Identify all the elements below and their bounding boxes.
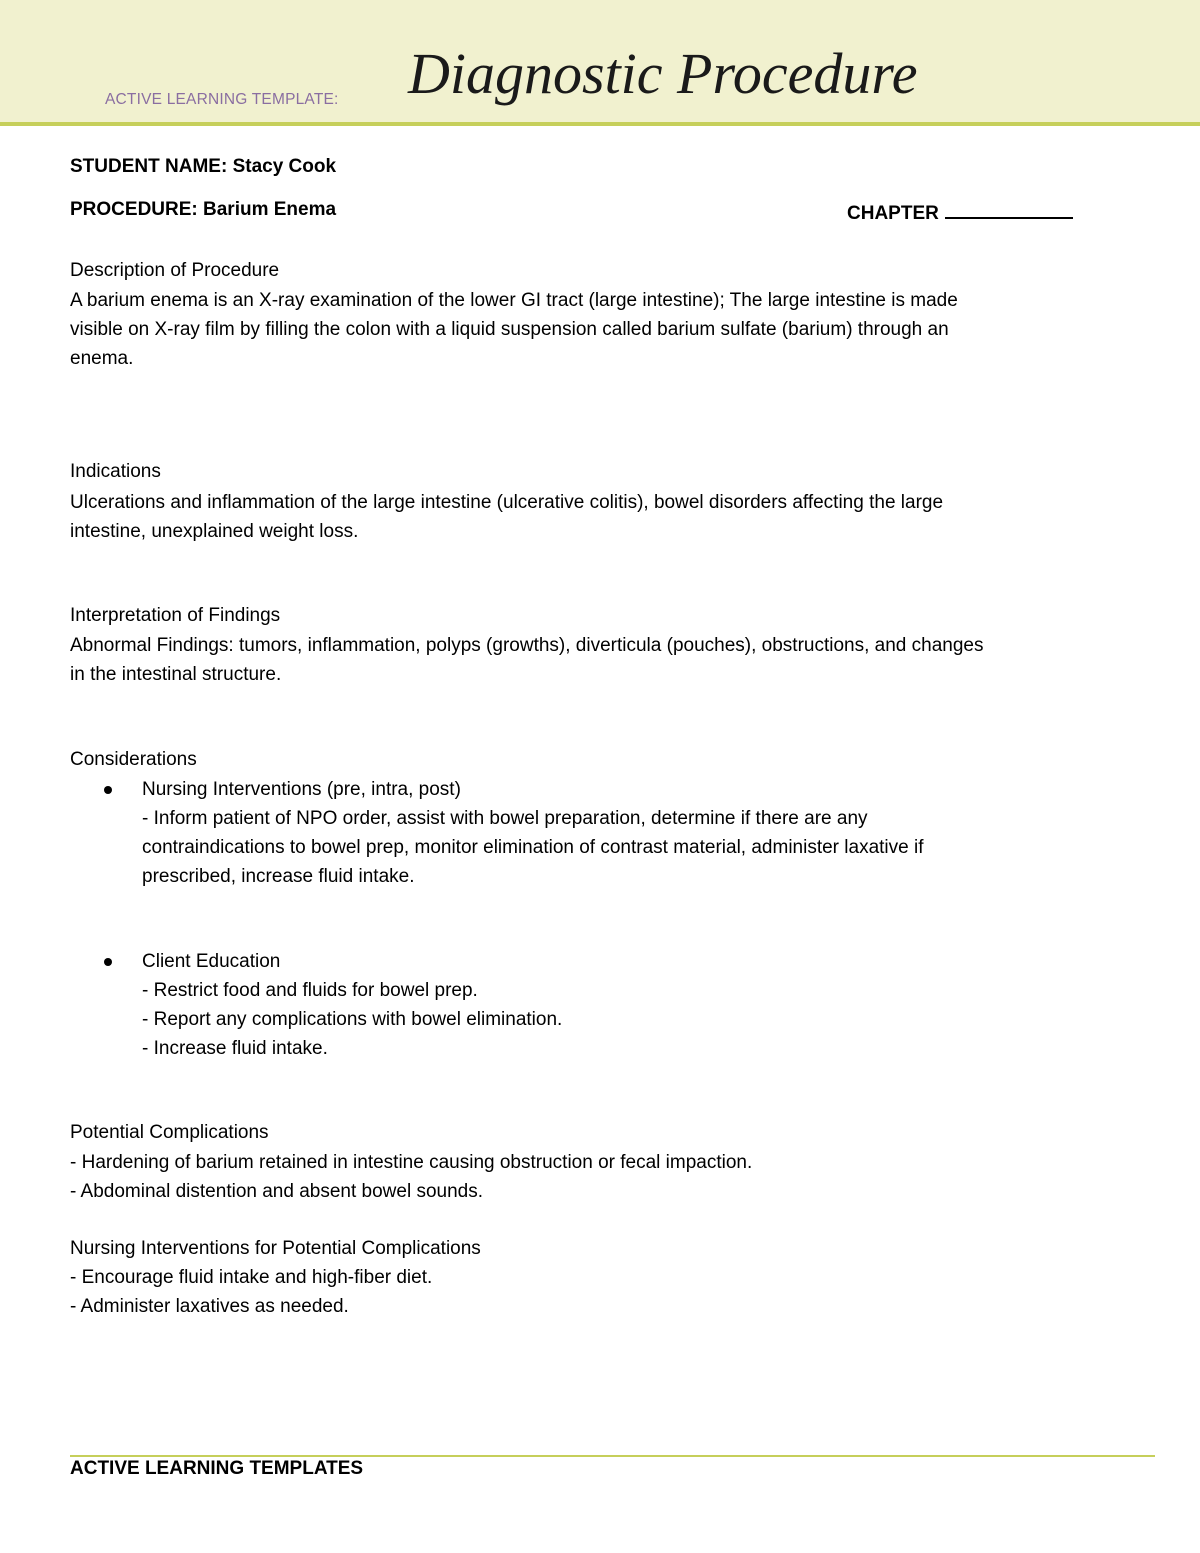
footer-label: ACTIVE LEARNING TEMPLATES <box>70 1458 364 1479</box>
indications-text <box>70 488 1130 546</box>
indications-line: intestine, unexplained weight loss. <box>70 521 359 542</box>
complications-line: - Abdominal distention and absent bowel sounds. <box>70 1181 483 1202</box>
description-line: A barium enema is an X-ray examination of the lower GI tract (large intestine); The large intestine is made <box>70 290 958 311</box>
student-name-field <box>70 156 336 178</box>
interpretation-line: in the intestinal structure. <box>70 664 282 685</box>
chapter-label: CHAPTER <box>847 203 939 224</box>
interpretation-title: Interpretation of Findings <box>70 605 281 626</box>
complications-text <box>70 1148 1130 1206</box>
footer-rule <box>70 1455 1155 1457</box>
client-education-line: - Report any complications with bowel elimination. <box>142 1009 563 1030</box>
interpretation-text <box>70 631 1130 689</box>
complication-interventions-line: - Administer laxatives as needed. <box>70 1296 349 1317</box>
nursing-interventions-item <box>70 775 1130 891</box>
chapter-field <box>847 199 1073 225</box>
client-education-heading: Client Education <box>142 951 281 972</box>
page-title: Diagnostic Procedure <box>408 41 918 106</box>
description-title: Description of Procedure <box>70 260 280 281</box>
indications-title: Indications <box>70 461 161 482</box>
complications-title: Potential Complications <box>70 1122 269 1143</box>
nursing-interventions-line: prescribed, increase fluid intake. <box>142 866 415 887</box>
student-name-label: STUDENT NAME: <box>70 156 228 177</box>
nursing-interventions-line: contraindications to bowel prep, monitor elimination of contrast material, administer laxative if <box>142 837 924 858</box>
complication-interventions-title: Nursing Interventions for Potential Complications <box>70 1238 481 1259</box>
interpretation-line: Abnormal Findings: tumors, inflammation, polyps (growths), diverticula (pouches), obstructions, and changes <box>70 635 984 656</box>
bullet-icon <box>104 958 112 966</box>
procedure-field <box>70 199 336 221</box>
client-education-line: - Restrict food and fluids for bowel prep. <box>142 980 478 1001</box>
description-line: enema. <box>70 348 134 369</box>
header-rule <box>0 122 1200 126</box>
chapter-blank <box>945 199 1073 219</box>
considerations-title: Considerations <box>70 749 197 770</box>
bullet-icon <box>104 786 112 794</box>
template-label: ACTIVE LEARNING TEMPLATE: <box>105 91 339 108</box>
procedure-label: PROCEDURE: <box>70 199 198 220</box>
nursing-interventions-line: - Inform patient of NPO order, assist with bowel preparation, determine if there are any <box>142 808 868 829</box>
complication-interventions-line: - Encourage fluid intake and high-fiber diet. <box>70 1267 433 1288</box>
complication-interventions-text <box>70 1263 1130 1321</box>
complications-line: - Hardening of barium retained in intestine causing obstruction or fecal impaction. <box>70 1152 753 1173</box>
student-name-value: Stacy Cook <box>232 156 337 177</box>
description-text <box>70 286 1130 373</box>
description-line: visible on X-ray film by filling the colon with a liquid suspension called barium sulfate (barium) through an <box>70 319 949 340</box>
client-education-item <box>70 947 1130 1063</box>
indications-line: Ulcerations and inflammation of the large intestine (ulcerative colitis), bowel disorders affecting the large <box>70 492 944 513</box>
nursing-interventions-heading: Nursing Interventions (pre, intra, post) <box>142 779 461 800</box>
procedure-value: Barium Enema <box>203 199 337 220</box>
client-education-line: - Increase fluid intake. <box>142 1038 328 1059</box>
